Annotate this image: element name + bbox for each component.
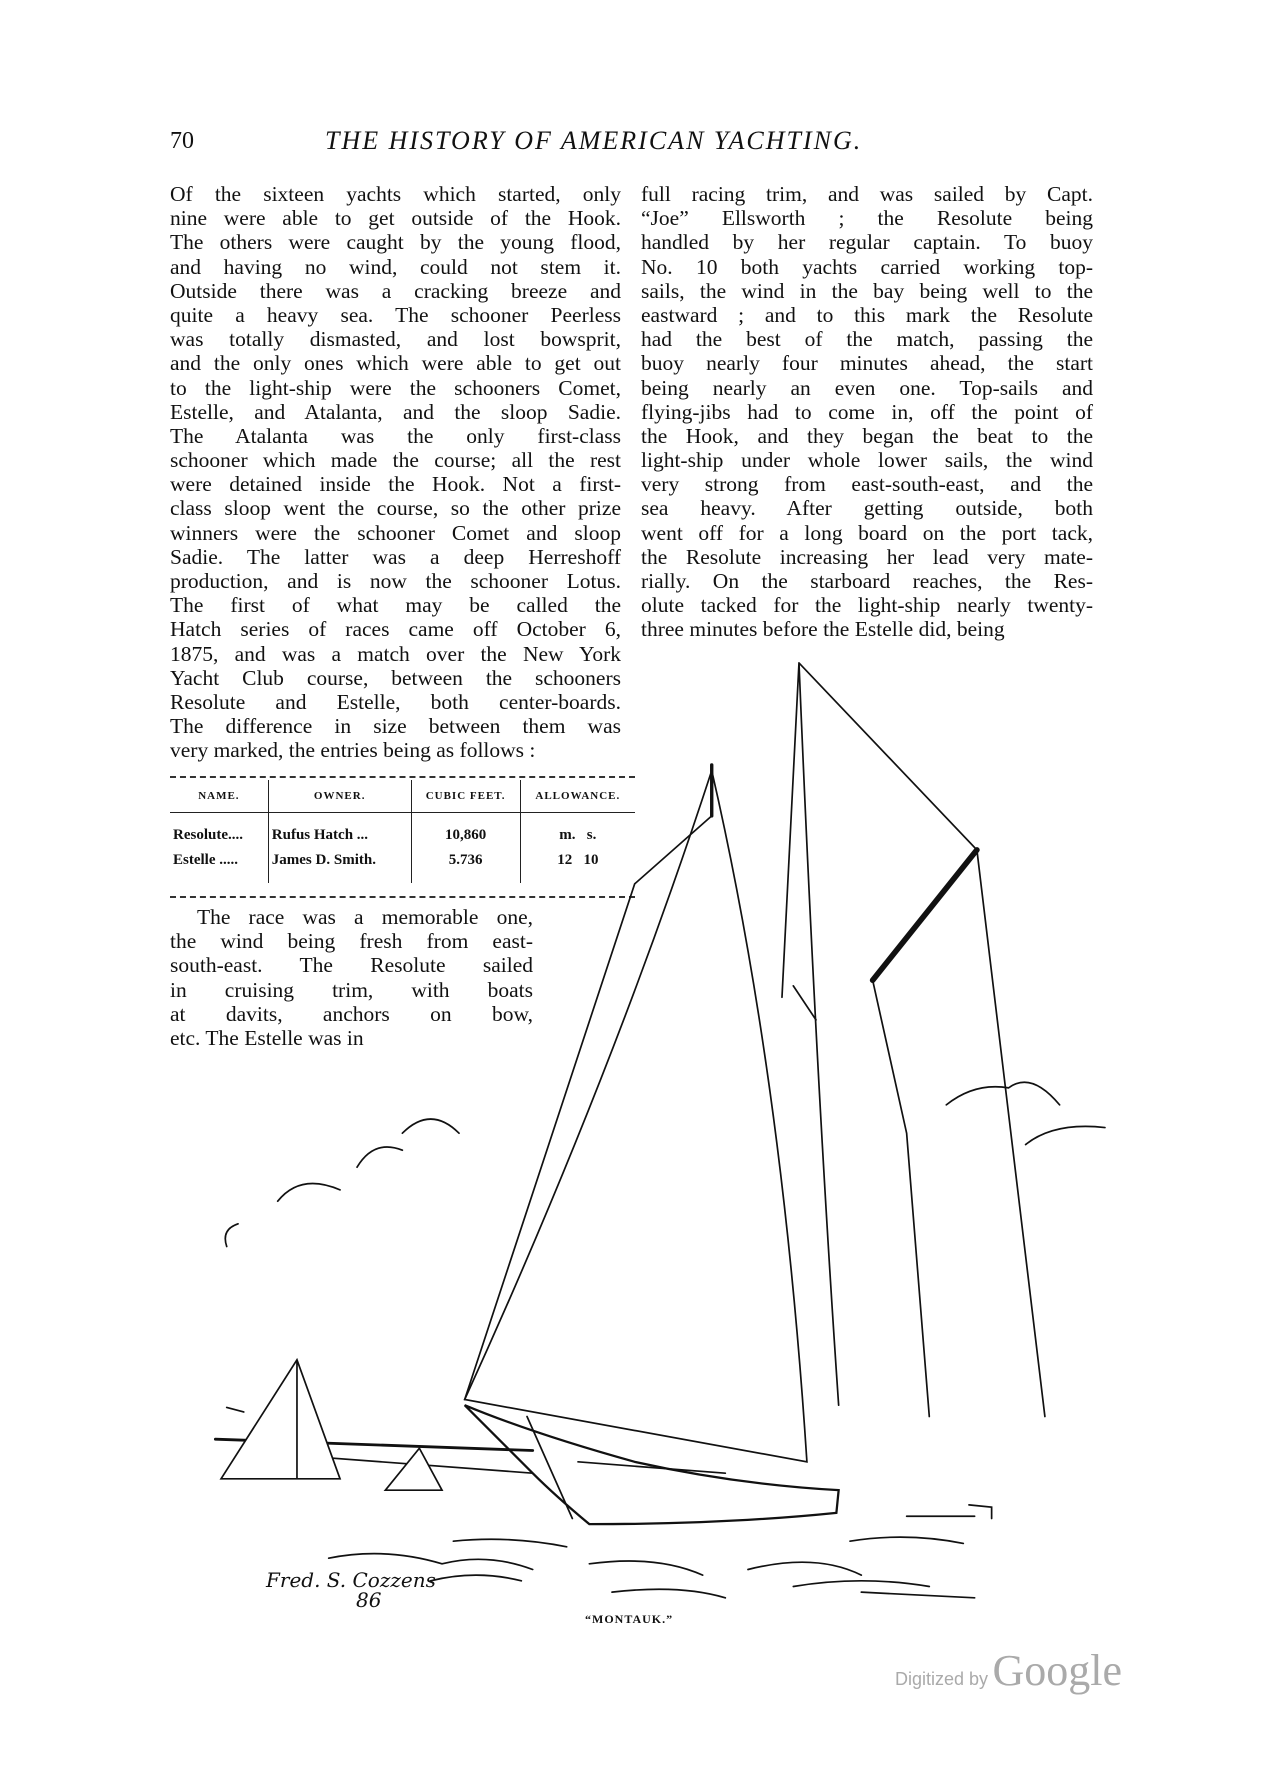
text-line: south-east. The Resolute sailed	[170, 953, 533, 978]
text-line: Yacht Club course, between the schooners	[170, 665, 621, 690]
cell-cubic-feet: 5.736	[411, 848, 520, 883]
text-line: very strong from east-south-east, and the	[641, 472, 1093, 497]
text-line: was totally dismasted, and lost bowsprit,	[170, 327, 621, 352]
text-line: three minutes before the Estelle did, being	[641, 617, 1005, 642]
page-number: 70	[170, 128, 194, 154]
small-sailboat-2	[385, 1448, 442, 1490]
text-line: handled by her regular captain. To buoy	[641, 230, 1093, 255]
text-line: the Resolute increasing her lead very mate-	[641, 544, 1093, 569]
text-line: class sloop went the course, so the other prize	[170, 496, 621, 521]
signature-year: 86	[356, 1588, 382, 1612]
text-line: flying-jibs had to come in, off the point of	[641, 399, 1093, 424]
cell-allowance: 12 10	[520, 848, 635, 883]
running-head: THE HISTORY OF AMERICAN YACHTING.	[325, 126, 863, 155]
gaff	[873, 850, 977, 980]
text-line: had the best of the match, passing the	[641, 327, 1093, 352]
header-cubic-feet: CUBIC FEET.	[411, 780, 520, 813]
text-line: eastward ; and to this mark the Resolute	[641, 302, 1093, 327]
text-line: rially. On the starboard reaches, the Res-	[641, 569, 1093, 593]
text-line: Hatch series of races came off October 6,	[170, 617, 621, 642]
text-line: The first of what may be called the	[170, 593, 621, 618]
digitized-watermark	[895, 1645, 1122, 1696]
text-line: and having no wind, could not stem it.	[170, 254, 621, 279]
text-line: the wind being fresh from east-	[170, 929, 533, 954]
text-line: quite a heavy sea. The schooner Peerless	[170, 302, 621, 327]
cell-name: Resolute....	[173, 827, 243, 843]
small-sailboat	[221, 1360, 340, 1479]
text-line: light-ship under whole lower sails, the wind	[641, 448, 1093, 473]
text-line: olute tacked for the light-ship nearly twenty-	[641, 593, 1093, 618]
text-line: Outside there was a cracking breeze and	[170, 278, 621, 303]
text-line: very marked, the entries being as follows :	[170, 738, 536, 763]
text-line: at davits, anchors on bow,	[170, 1001, 533, 1026]
text-line: buoy nearly four minutes ahead, the start	[641, 351, 1093, 376]
text-line: Of the sixteen yachts which started, only	[170, 182, 621, 206]
illustration-caption: “MONTAUK.”	[585, 1612, 674, 1626]
text-line: “Joe” Ellsworth ; the Resolute being	[641, 206, 1093, 231]
topsail	[782, 663, 1045, 1417]
cell-owner: Rufus Hatch ...	[268, 813, 411, 849]
text-line: The others were caught by the young flood,	[170, 230, 621, 255]
artist-signature	[266, 1570, 436, 1610]
text-line: Sadie. The latter was a deep Herreshoff	[170, 544, 621, 569]
text-line: The race was a memorable one,	[197, 905, 533, 929]
cell-name: Estelle .....	[173, 852, 238, 868]
watermark-prefix: Digitized by	[895, 1669, 989, 1689]
text-line: were detained inside the Hook. Not a first-	[170, 472, 621, 497]
text-line: etc. The Estelle was in	[170, 1025, 364, 1050]
header-name: NAME.	[170, 780, 268, 813]
text-line: and the only ones which were able to get out	[170, 351, 621, 376]
text-line: winners were the schooner Comet and sloop	[170, 520, 621, 545]
text-line: nine were able to get outside of the Hook.	[170, 206, 621, 231]
text-line: The Atalanta was the only first-class	[170, 423, 621, 448]
text-line: sea heavy. After getting outside, both	[641, 496, 1093, 521]
header-owner: OWNER.	[268, 780, 411, 813]
text-line: full racing trim, and was sailed by Capt.	[641, 182, 1093, 206]
mainsail	[465, 771, 807, 1462]
cell-allowance: m. s.	[520, 813, 635, 849]
text-line: the Hook, and they began the beat to the	[641, 423, 1093, 448]
cell-owner: James D. Smith.	[268, 848, 411, 883]
text-line: went off for a long board on the port tack,	[641, 520, 1093, 545]
text-line: Resolute and Estelle, both center-boards.	[170, 689, 621, 714]
google-logo: Google	[992, 1646, 1123, 1695]
signature-name: Fred. S. Cozzens	[266, 1568, 436, 1592]
text-line: in cruising trim, with boats	[170, 977, 533, 1002]
text-line: The difference in size between them was	[170, 714, 621, 739]
text-line: being nearly an even one. Top-sails and	[641, 375, 1093, 400]
text-line: 1875, and was a match over the New York	[170, 641, 621, 666]
text-line: Estelle, and Atalanta, and the sloop Sadie.	[170, 399, 621, 424]
text-line: to the light-ship were the schooners Comet,	[170, 375, 621, 400]
text-line: sails, the wind in the bay being well to the	[641, 278, 1093, 303]
header-allowance: ALLOWANCE.	[520, 780, 635, 813]
cell-cubic-feet: 10,860	[411, 813, 520, 849]
text-line: No. 10 both yachts carried working top-	[641, 254, 1093, 279]
text-line: production, and is now the schooner Lotus.	[170, 569, 621, 593]
text-line: schooner which made the course; all the rest	[170, 448, 621, 473]
